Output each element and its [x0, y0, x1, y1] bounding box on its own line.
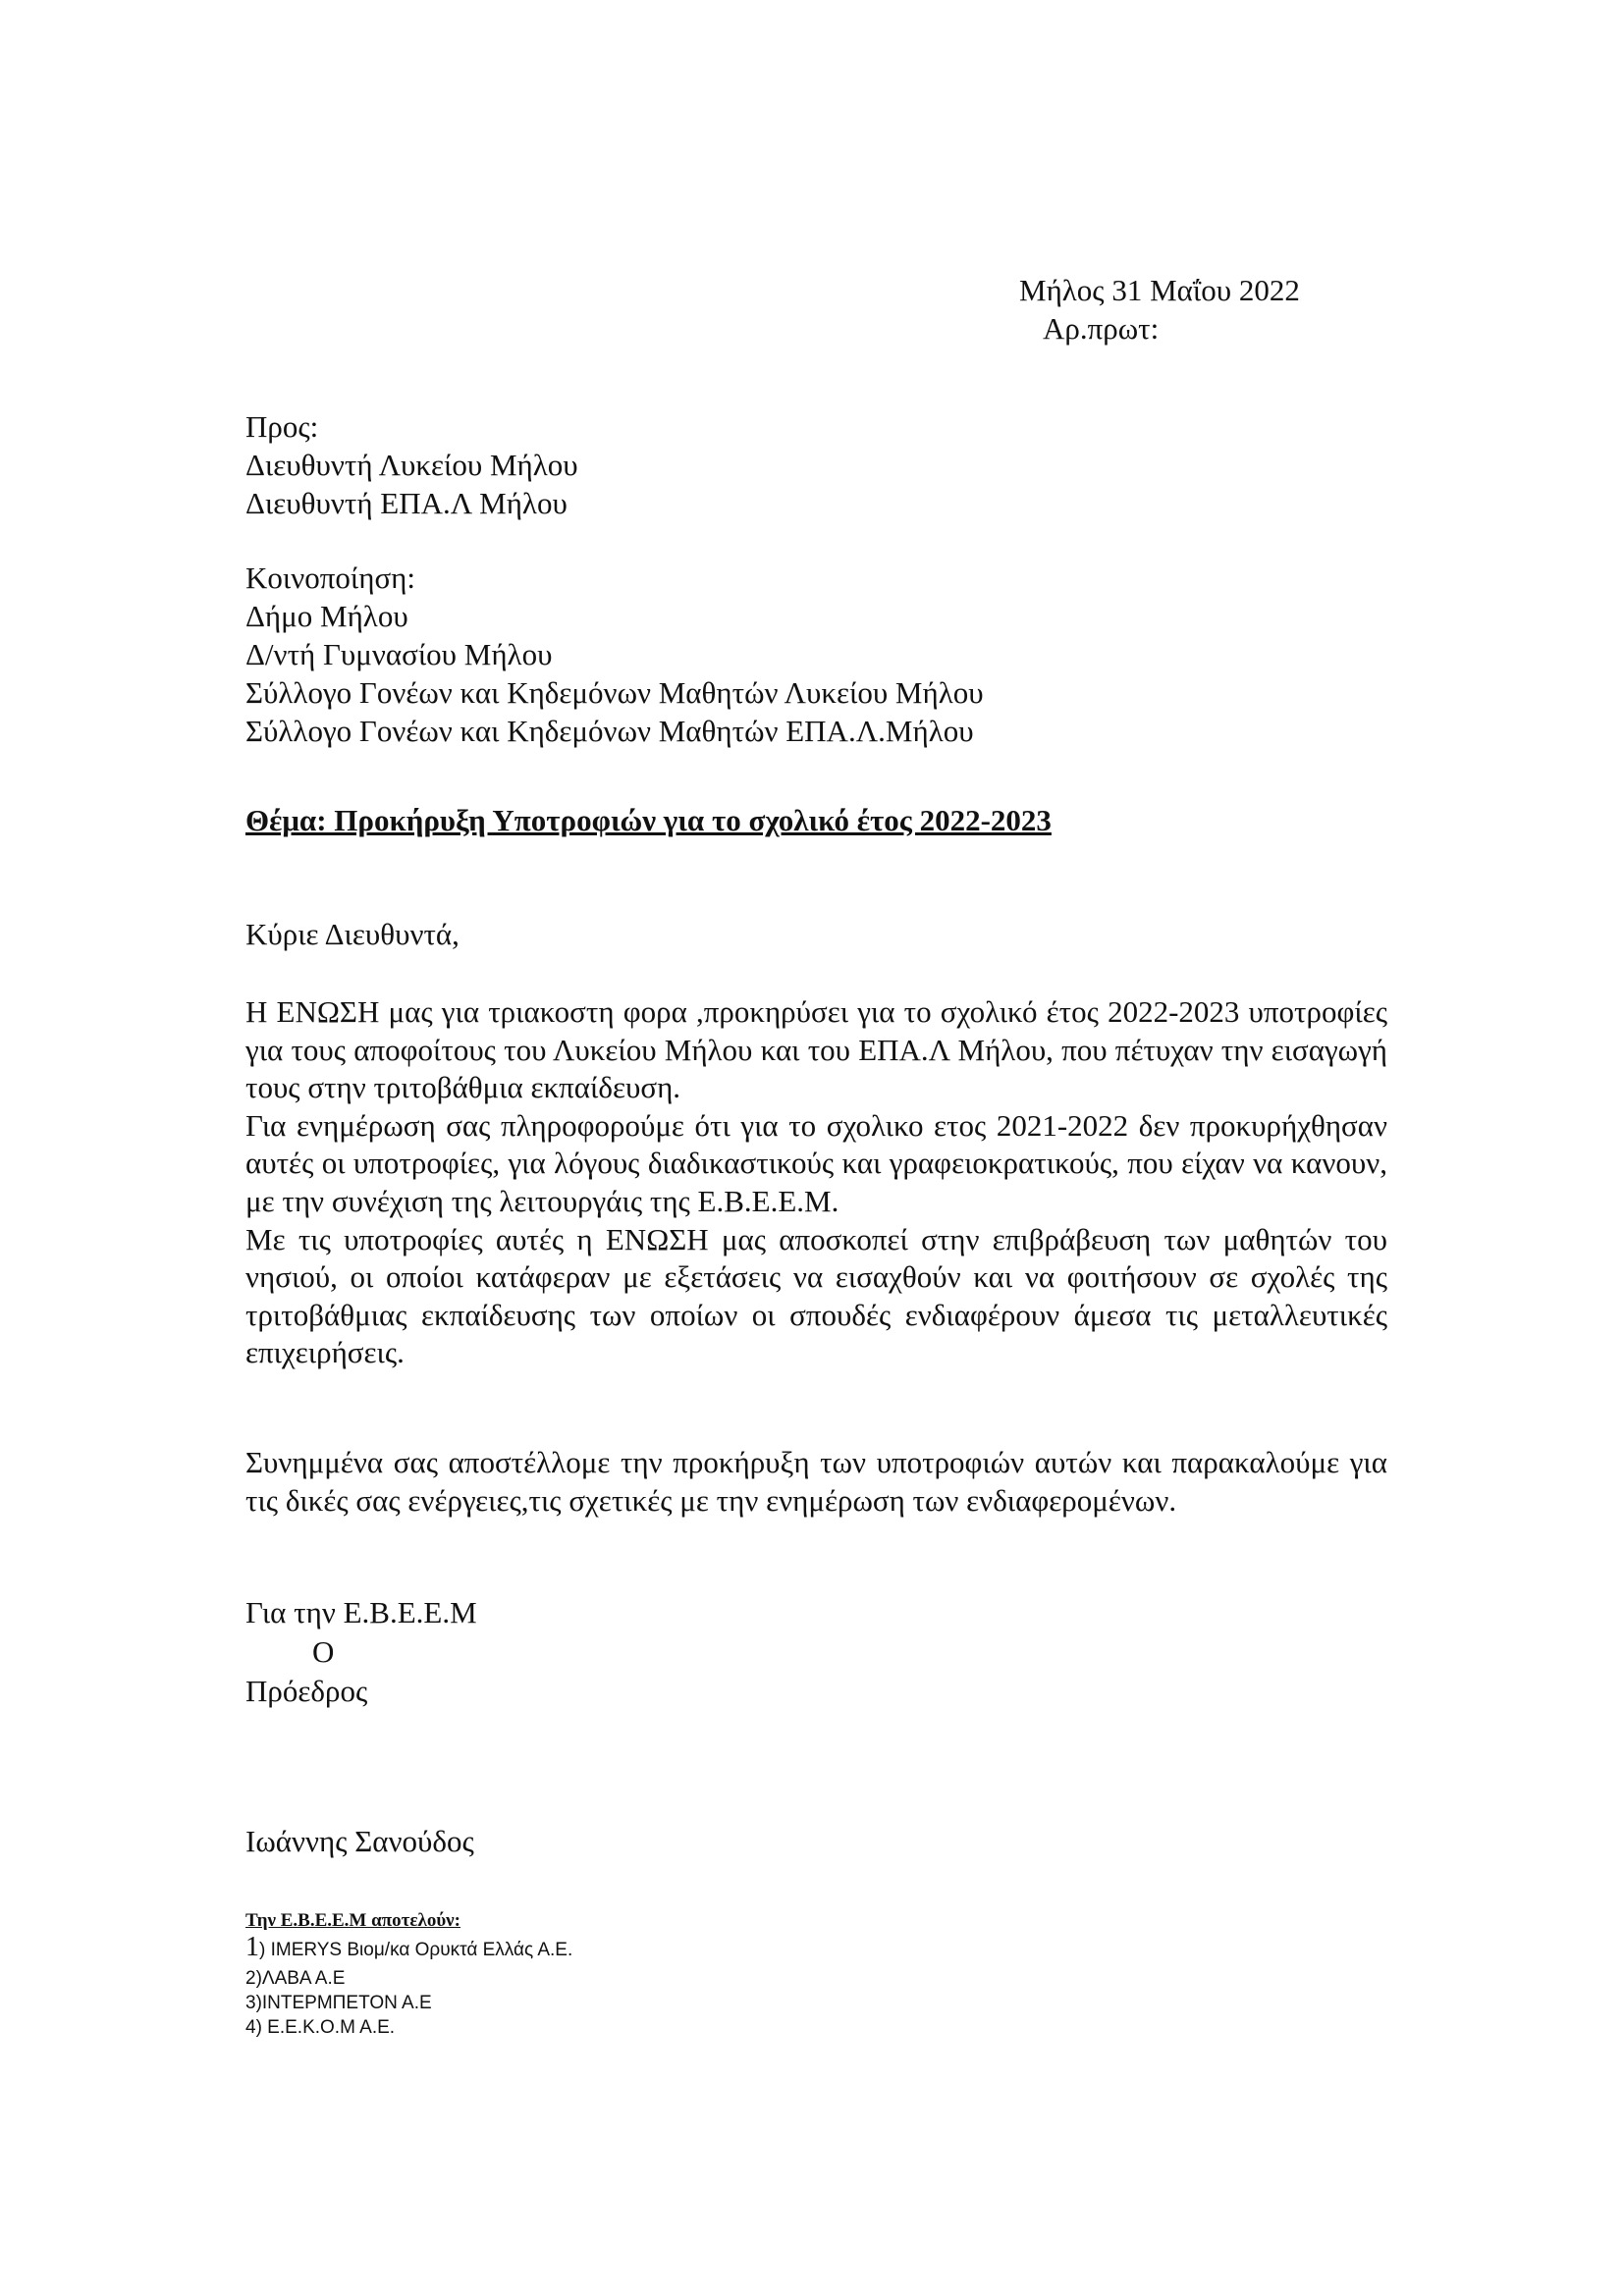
member-text: ) IMERYS Βιομ/κα Ορυκτά Ελλάς Α.Ε.: [259, 1940, 573, 1960]
letter-date: Μήλος 31 Μαΐου 2022: [1019, 273, 1300, 307]
recipient-line: Διευθυντή Λυκείου Μήλου: [245, 448, 578, 482]
signature-for-line: Για την Ε.Β.Ε.Ε.Μ: [245, 1595, 477, 1629]
member-number: 1: [245, 1932, 259, 1962]
body-block: [245, 993, 1387, 1372]
recipients-label: Προς:: [245, 409, 319, 444]
signature-article: Ο: [312, 1634, 335, 1669]
member-item: [245, 1932, 573, 1962]
member-item: 3)ΙΝΤΕΡΜΠΕΤΟΝ Α.Ε: [245, 1993, 432, 2013]
notification-line: Σύλλογο Γονέων και Κηδεμόνων Μαθητών ΕΠΑ.Λ.Μήλου: [245, 714, 974, 748]
member-item: 4) Ε.Ε.Κ.Ο.Μ Α.Ε.: [245, 2017, 396, 2038]
notification-line: Δήμο Μήλου: [245, 599, 408, 633]
protocol-number: Αρ.πρωτ:: [1043, 311, 1160, 346]
salutation: Κύριε Διευθυντά,: [245, 917, 460, 951]
body-paragraph: Για ενημέρωση σας πληροφορούμε ότι για το σχολικο ετος 2021-2022 δεν προκυρήχθησαν αυτές οι υποτροφίες, για λόγους διαδικαστικούς και γραφειοκρατικούς, που είχαν να κανουν, με την συνέχιση της λειτουργάις της Ε.Β.Ε.Ε.Μ.: [245, 1107, 1387, 1218]
notification-line: Σύλλογο Γονέων και Κηδεμόνων Μαθητών Λυκείου Μήλου: [245, 675, 984, 710]
closing-block: [245, 1444, 1387, 1520]
letter-subject: Θέμα: Προκήρυξη Υποτροφιών για το σχολικό έτος 2022-2023: [245, 803, 1052, 837]
recipient-line: Διευθυντή ΕΠΑ.Λ Μήλου: [245, 486, 568, 520]
members-title: Την Ε.Β.Ε.Ε.Μ αποτελούν:: [245, 1910, 460, 1931]
member-item: 2)ΛΑΒΑ Α.Ε: [245, 1968, 346, 1989]
signer-name: Ιωάννης Σανούδος: [245, 1824, 474, 1858]
body-paragraph: Η ΕΝΩΣΗ μας για τριακοστη φορα ,προκηρύσει για το σχολικό έτος 2022-2023 υποτροφίες για τους αποφοίτους του Λυκείου Μήλου και του ΕΠΑ.Λ Μήλου, που πέτυχαν την εισαγωγή τους στην τριτοβάθμια εκπαίδευση.: [245, 994, 1387, 1105]
body-paragraph: Με τις υποτροφίες αυτές η ΕΝΩΣΗ μας αποσκοπεί στην επιβράβευση των μαθητών του νησιού, οι οποίοι κατάφεραν με εξετάσεις να εισαχθούν και να φοιτήσουν σε σχολές της τριτοβάθμιας εκπαίδευσης των οποίων οι σπουδές ενδιαφέρουν άμεσα τις μεταλλευτικές επιχειρήσεις.: [245, 1221, 1387, 1370]
signature-role: Πρόεδρος: [245, 1674, 368, 1708]
notification-label: Κοινοποίηση:: [245, 561, 415, 595]
notification-line: Δ/ντή Γυμνασίου Μήλου: [245, 637, 553, 671]
body-paragraph: Συνημμένα σας αποστέλλομε την προκήρυξη των υποτροφιών αυτών και παρακαλούμε για τις δικές σας ενέργειες,τις σχετικές με την ενημέρωση των ενδιαφερομένων.: [245, 1445, 1387, 1518]
